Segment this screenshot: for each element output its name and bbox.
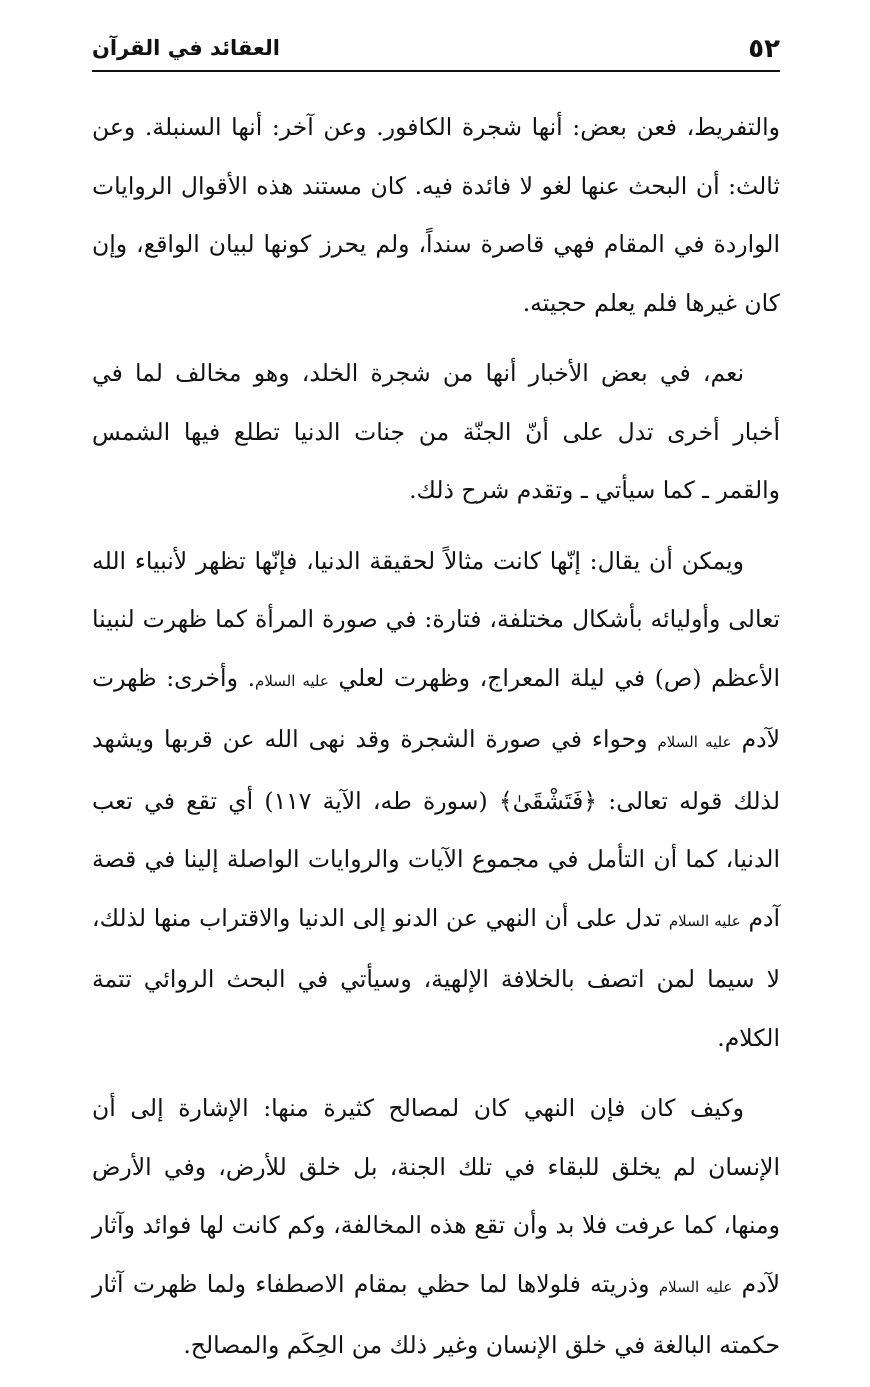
- paragraph-3: [92, 532, 780, 1068]
- paragraph-text: وذريته فلولاها لما حظي بمقام الاصطفاء ولما ظهرت آثار حكمته البالغة في خلق الإنسان وغير ذلك من الحِكَم والمصالح.: [92, 1269, 780, 1359]
- honorific-glyph: عليه السلام: [255, 671, 329, 690]
- page-number: ٥٢: [748, 34, 780, 64]
- paragraph-text: . وأخرى: ظهرت لآدم: [92, 663, 780, 753]
- honorific-glyph: عليه السلام: [658, 1277, 733, 1296]
- page-header: [92, 26, 780, 72]
- paragraph-4: [92, 1079, 780, 1375]
- page-body: [92, 98, 780, 1387]
- paragraph-text: والتفريط، فعن بعض: أنها شجرة الكافور. وعن آخر: أنها السنبلة. وعن ثالث: أن البحث عنها لغو لا فائدة فيه. كان مستند هذه الأقوال الروايات الواردة في المقام فهي قاصرة سنداً، ولم يحرز كونها لبيان الواقع، وإن كان غيرها فلم يعلم حجيته.: [92, 113, 780, 317]
- paragraph-1: [92, 98, 780, 332]
- honorific-glyph: عليه السلام: [668, 911, 741, 930]
- paragraph-2: [92, 344, 780, 520]
- running-title: العقائد في القرآن: [92, 36, 280, 60]
- paragraph-text: وكيف كان فإن النهي كان لمصالح كثيرة منها: الإشارة إلى أن الإنسان لم يخلق للبقاء في تلك الجنة، بل خلق للأرض، وفي الأرض ومنها، كما عرفت فلا بد وأن تقع هذه المخالفة، وكم كانت لها فوائد وآثار لآدم: [92, 1094, 780, 1298]
- paragraph-text: وحواء في صورة الشجرة وقد نهى الله عن قربها ويشهد لذلك قوله تعالى: ﴿فَتَشْقَىٰ﴾ (سورة طه، الآية ١١٧) أي تقع في تعب الدنيا، كما أن التأمل في مجموع الآيات والروايات الواصلة إلينا في قصة آدم: [92, 725, 780, 932]
- honorific-glyph: عليه السلام: [657, 733, 732, 751]
- paragraph-text: تدل على أن النهي عن الدنو إلى الدنيا والاقتراب منها لذلك، لا سيما لمن اتصف بالخلافة الإلهية، وسيأتي في البحث الروائي تتمة الكلام.: [92, 903, 780, 1052]
- paragraph-text: ويمكن أن يقال: إنّها كانت مثالاً لحقيقة الدنيا، فإنّها تظهر لأنبياء الله تعالى وأوليائه بأشكال مختلفة، فتارة: في صورة المرأة كما ظهرت لنبينا الأعظم (ص) في ليلة المعراج، وظهرت لعلي: [92, 546, 781, 692]
- paragraph-text: نعم، في بعض الأخبار أنها من شجرة الخلد، وهو مخالف لما في أخبار أخرى تدل على أنّ الجنّة من جنات الدنيا تطلع فيها الشمس والقمر ـ كما سيأتي ـ وتقدم شرح ذلك.: [92, 359, 780, 504]
